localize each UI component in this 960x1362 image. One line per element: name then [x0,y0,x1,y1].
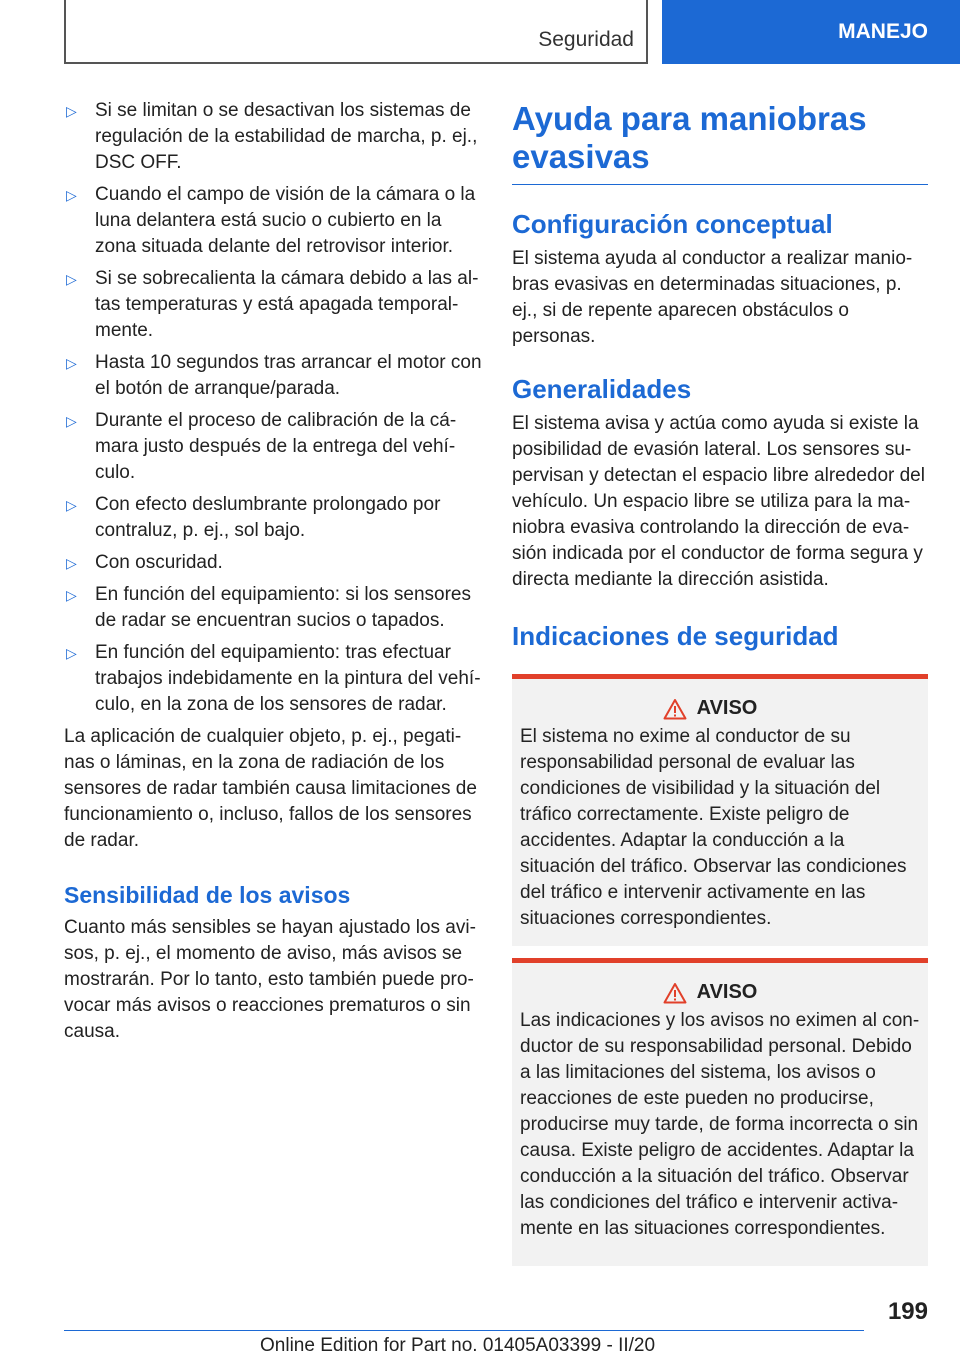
list-item: ▷ Si se sobrecalienta la cámara debido a las altas temperaturas y está apagada temporalmente. [66,268,479,341]
page-title: Ayuda para maniobras evasivas [512,100,928,185]
warning-label: AVISO [696,697,758,719]
triangle-bullet-icon: ▷ [66,645,77,661]
triangle-bullet-icon: ▷ [66,103,77,119]
header-section-label: Seguridad [538,28,634,51]
triangle-bullet-icon: ▷ [66,587,77,603]
warning-box [512,958,928,1266]
triangle-bullet-icon: ▷ [66,355,77,371]
warning-box [512,674,928,946]
list-item: ▷ En función del equipamiento: si los sensores de radar se encuentran sucios o tapados. [66,584,472,631]
footer-divider [64,1330,864,1331]
right-column [512,100,928,1266]
list-item: ▷ Con efecto deslumbrante prolongado por contraluz, p. ej., sol bajo. [66,494,441,541]
concept-heading: Configuración conceptual [512,209,833,239]
general-text: El sistema avisa y actúa como ayuda si existe la posibilidad de evasión lateral. Los sensores supervisan y detectan el espacio libre alrededor del vehículo. Un espacio libre se utiliza para la maniobra evasiva controlando la dirección de evasión indicada por el conductor de forma segura y directa mediante la dirección asistida. [512,413,925,590]
safety-heading: Indicaciones de seguridad [512,621,839,651]
concept-text: El sistema ayuda al conductor a realizar maniobras evasivas en determinadas situaciones, p. ej., si de repente aparecen obstáculos o personas. [512,248,913,347]
warning-triangle-icon [663,698,687,720]
footer-edition: Online Edition for Part no. 01405A03399 - II/20 [260,1335,656,1356]
list-item: ▷ Durante el proceso de calibración de la cámara justo después de la entrega del vehículo. [66,410,457,483]
header-tab-manejo[interactable] [662,0,960,64]
header-tab-label: MANEJO [838,20,928,43]
list-item: ▷ Si se limitan o se desactivan los sistemas de regulación de la estabilidad de marcha, p. ej., DSC OFF. [66,100,478,173]
triangle-bullet-icon: ▷ [66,555,77,571]
list-item: ▷ Con oscuridad. [64,550,484,576]
warning-text: El sistema no exime al conductor de su responsabilidad personal de evaluar las condiciones de visibilidad y la situación del tráfico correctamente. Existe peligro de accidentes. Adaptar la conducción a la situación del tráfico. Observar las condiciones del tráfico e intervenir activamente en las situaciones correspondientes. [520,726,907,929]
sensitivity-heading: Sensibilidad de los avisos [64,882,351,908]
limitations-list [64,98,484,718]
triangle-bullet-icon: ▷ [66,187,77,203]
warning-title [520,697,900,720]
left-column [64,98,484,1045]
radar-paragraph: La aplicación de cualquier objeto, p. ej., pegatinas o láminas, en la zona de radiación de los sensores de radar también causa limitaciones de funcionamiento o, incluso, fallos de los sensores de radar. [64,726,477,851]
triangle-bullet-icon: ▷ [66,271,77,287]
warning-label: AVISO [696,981,758,1003]
triangle-bullet-icon: ▷ [66,497,77,513]
general-heading: Generalidades [512,374,692,404]
list-item: ▷ Cuando el campo de visión de la cámara o la luna delantera está sucio o cubierto en la zona situada delante del retrovisor interior. [66,184,476,257]
triangle-bullet-icon: ▷ [66,413,77,429]
warning-triangle-icon [663,982,687,1004]
warning-text: Las indicaciones y los avisos no eximen al conductor de su responsabilidad personal. Debido a las limitaciones del sistema, los avisos o reacciones de este pueden no producirse, producirse muy tarde, de forma incorrecta o sin causa. Existe peligro de accidentes. Adaptar la conducción a la situación del tráfico. Observar las condiciones del tráfico e intervenir activamente en las situaciones correspondientes. [520,1010,920,1239]
warning-title [520,981,900,1004]
sensitivity-text: Cuanto más sensibles se hayan ajustado los avisos, p. ej., el momento de aviso, más avisos se mostrarán. Por lo tanto, esto también puede provocar más avisos o reacciones prematuros o sin causa. [64,917,476,1042]
list-item: ▷ Hasta 10 segundos tras arrancar el motor con el botón de arranque/parada. [66,352,482,399]
list-item: ▷ En función del equipamiento: tras efectuar trabajos indebidamente en la pintura del vehículo, en la zona de los sensores de radar. [66,642,481,715]
page-number: 199 [887,1298,928,1325]
